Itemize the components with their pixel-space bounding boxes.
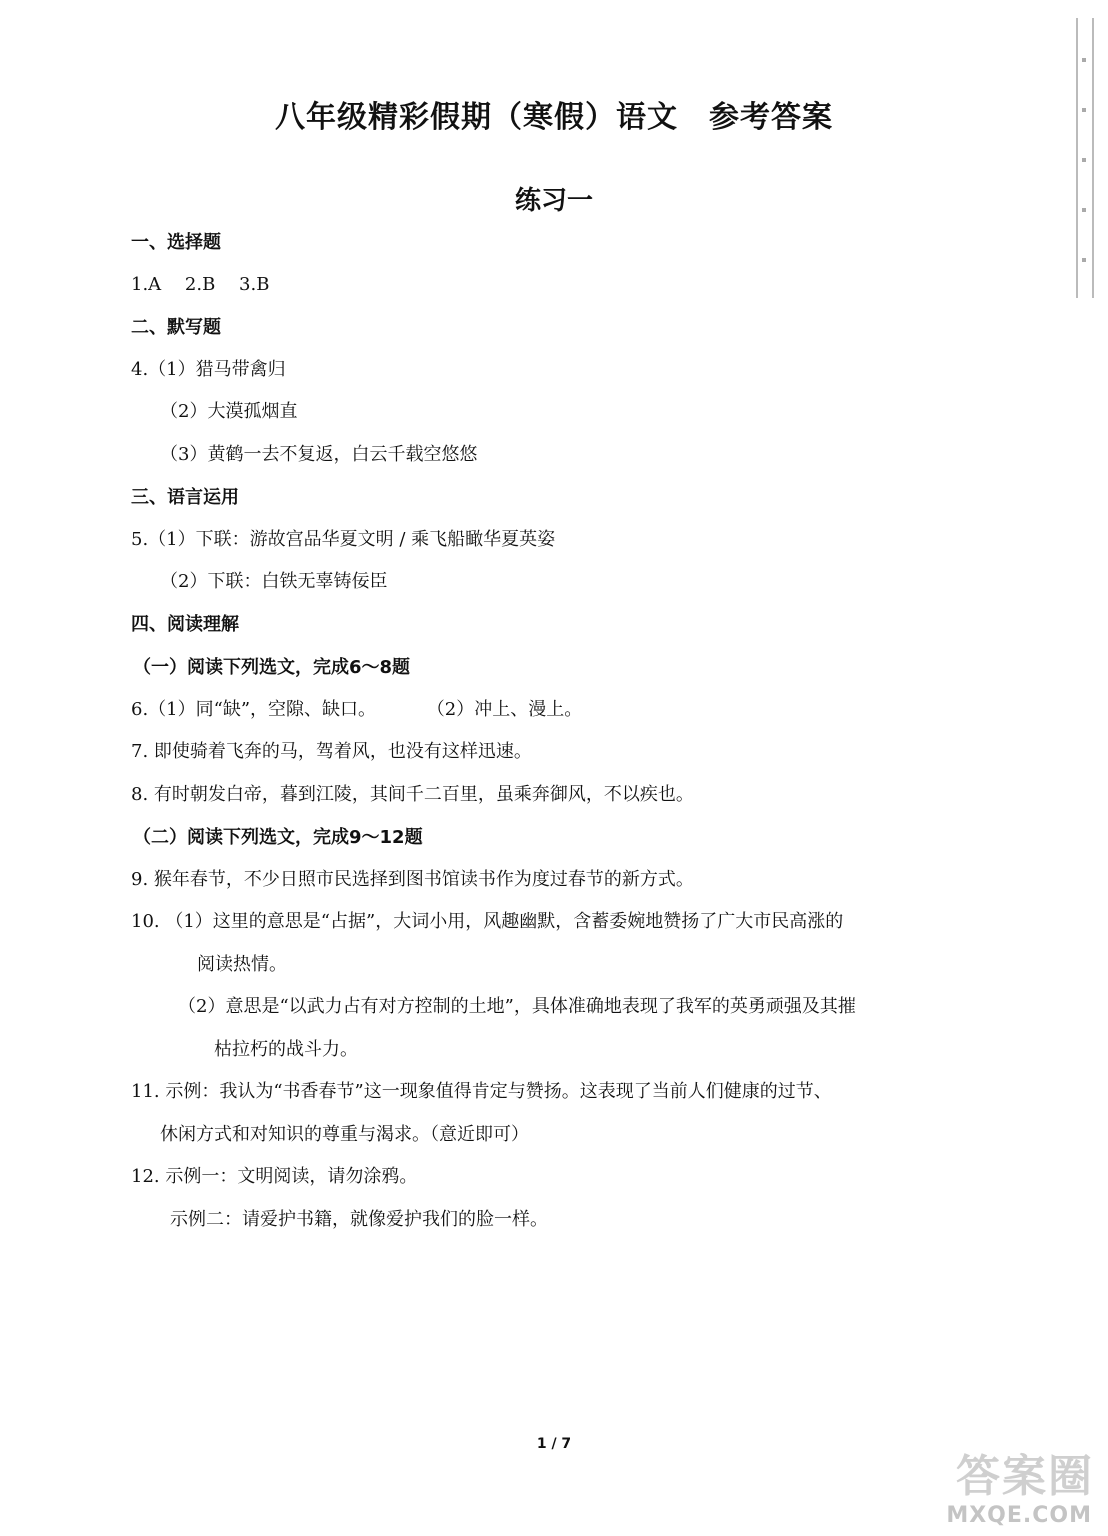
- answer-6: 6.（1）同“缺”，空隙、缺口。 （2）冲上、漫上。: [131, 699, 583, 720]
- answer-4-3: （3）黄鹤一去不复返，白云千载空悠悠: [160, 444, 478, 465]
- answer-4-2: （2）大漠孤烟直: [160, 401, 298, 422]
- answer-5-1: 5.（1）下联：游故宫品华夏文明 / 乘飞船瞰华夏英姿: [131, 529, 556, 550]
- answer-12-2: 示例二：请爱护书籍，就像爱护我们的脸一样。: [170, 1209, 548, 1230]
- answer-11: 11. 示例：我认为“书香春节”这一现象值得肯定与赞扬。这表现了当前人们健康的过节、: [131, 1081, 832, 1102]
- subsection-heading-1: （一）阅读下列选文，完成6～8题: [133, 657, 411, 678]
- answer-9: 9. 猴年春节，不少日照市民选择到图书馆读书作为度过春节的新方式。: [131, 869, 694, 890]
- section-heading-language-use: 三、语言运用: [131, 487, 239, 508]
- answer-5-2: （2）下联：白铁无辜铸佞臣: [160, 571, 388, 592]
- answer-10-1: 10. （1）这里的意思是“占据”，大词小用，风趣幽默，含蓄委婉地赞扬了广大市民高涨的: [131, 911, 844, 932]
- section-heading-dictation: 二、默写题: [131, 317, 221, 338]
- watermark-url: MXQE.COM: [946, 1503, 1092, 1528]
- watermark-logo: 答案圈: [956, 1451, 1094, 1502]
- answer-10-2-cont: 枯拉朽的战斗力。: [214, 1039, 358, 1060]
- answer-1-3: 1.A 2.B 3.B: [131, 274, 270, 295]
- exercise-title: 练习一: [514, 186, 593, 216]
- section-heading-reading: 四、阅读理解: [131, 614, 239, 635]
- answer-11-cont: 休闲方式和对知识的尊重与渴求。（意近即可）: [160, 1124, 529, 1145]
- binding-edge: [1076, 18, 1094, 298]
- page-number: 1 / 7: [536, 1436, 572, 1452]
- answer-10-1-cont: 阅读热情。: [197, 954, 287, 975]
- subsection-heading-2: （二）阅读下列选文，完成9～12题: [133, 827, 423, 848]
- section-heading-choice: 一、选择题: [131, 232, 221, 253]
- answer-8: 8. 有时朝发白帝，暮到江陵，其间千二百里，虽乘奔御风，不以疾也。: [131, 784, 694, 805]
- site-watermark: [930, 1440, 1100, 1530]
- answer-12-1: 12. 示例一：文明阅读，请勿涂鸦。: [131, 1166, 418, 1187]
- page-title: 八年级精彩假期（寒假）语文 参考答案: [275, 100, 833, 135]
- answer-10-2: （2）意思是“以武力占有对方控制的土地”，具体准确地表现了我军的英勇顽强及其摧: [178, 996, 856, 1017]
- answer-7: 7. 即使骑着飞奔的马，驾着风，也没有这样迅速。: [131, 741, 532, 762]
- answer-4-1: 4.（1）猎马带禽归: [131, 359, 286, 380]
